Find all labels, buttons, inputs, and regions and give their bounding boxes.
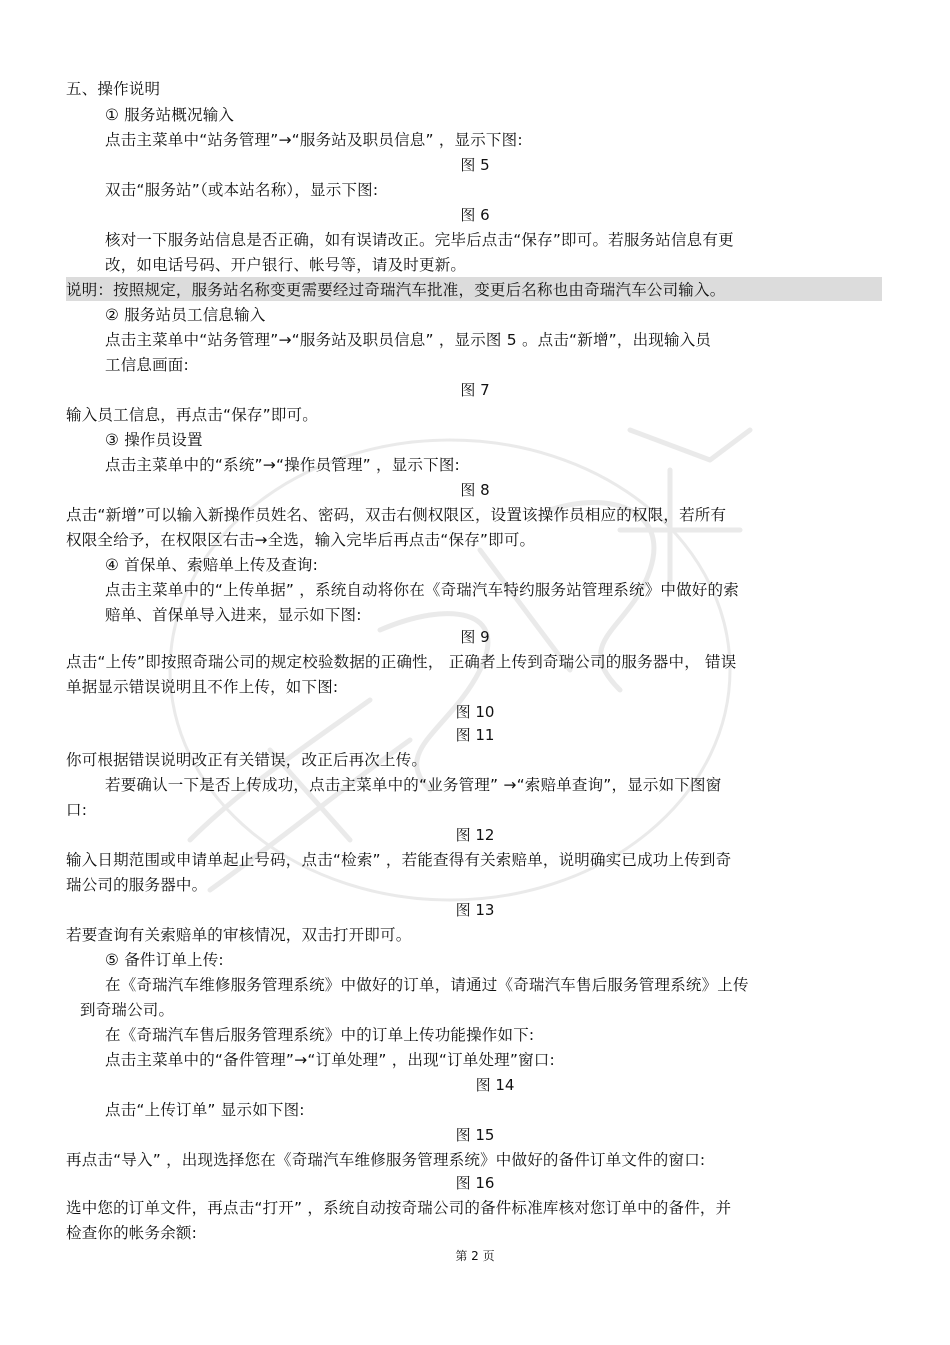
figure-caption: 图 5	[460, 156, 490, 174]
text-line: 输入日期范围或申请单起止号码，点击“检索” ，若能查得有关索赔单，说明确实已成功上传到奇	[66, 851, 732, 869]
figure-caption: 图 8	[460, 481, 490, 499]
text-line: 点击主菜单中“站务管理”→“服务站及职员信息” ，显示下图:	[105, 131, 523, 149]
text-line: 单据显示错误说明且不作上传，如下图:	[66, 678, 339, 696]
figure-caption: 图 15	[455, 1126, 495, 1144]
text-line: 点击主菜单中“站务管理”→“服务站及职员信息” ，显示图 5 。点击“新增”，出现输入员	[105, 331, 712, 349]
note-text: 说明：按照规定，服务站名称变更需要经过奇瑞汽车批准，变更后名称也由奇瑞汽车公司输入。	[66, 281, 726, 299]
subsection-heading-1: ① 服务站概况输入	[105, 106, 235, 124]
text-line: 工信息画面:	[105, 356, 189, 374]
text-line: 赔单、首保单导入进来，显示如下图:	[105, 606, 362, 624]
figure-caption: 图 12	[455, 826, 495, 844]
figure-caption: 图 13	[455, 901, 495, 919]
text-line: 检查你的帐务余额:	[66, 1224, 198, 1242]
text-line: 在《奇瑞汽车维修服务管理系统》中做好的订单，请通过《奇瑞汽车售后服务管理系统》上传	[105, 976, 749, 994]
text-line: 瑞公司的服务器中。	[66, 876, 208, 894]
text-line: 若要确认一下是否上传成功，点击主菜单中的“业务管理” →“索赔单查询”，显示如下图窗	[105, 776, 722, 794]
figure-caption: 图 16	[455, 1174, 495, 1192]
text-line: 口:	[66, 801, 88, 819]
figure-caption: 图 10	[455, 703, 495, 721]
text-line: 点击主菜单中的“系统”→“操作员管理” ，显示下图:	[105, 456, 460, 474]
text-line: 权限全给予，在权限区右击→全选，输入完毕后再点击“保存”即可。	[66, 531, 536, 549]
text-line: 点击主菜单中的“上传单据” ，系统自动将你在《奇瑞汽车特约服务站管理系统》中做好的索	[105, 581, 739, 599]
text-line: 改，如电话号码、开户银行、帐号等，请及时更新。	[105, 256, 467, 274]
text-line: 你可根据错误说明改正有关错误，改正后再次上传。	[66, 751, 428, 769]
text-line: 再点击“导入” ，出现选择您在《奇瑞汽车维修服务管理系统》中做好的备件订单文件的窗口:	[66, 1151, 706, 1169]
page-number: 第 2 页	[455, 1249, 495, 1263]
text-line: 选中您的订单文件，再点击“打开” ，系统自动按奇瑞公司的备件标准库核对您订单中的备件，并	[66, 1199, 732, 1217]
figure-caption: 图 6	[460, 206, 490, 224]
text-line: 点击“上传订单” 显示如下图:	[105, 1101, 305, 1119]
text-line: 若要查询有关索赔单的审核情况，双击打开即可。	[66, 926, 412, 944]
text-line: 点击主菜单中的“备件管理”→“订单处理” ，出现“订单处理”窗口:	[105, 1051, 555, 1069]
text-line: 到奇瑞公司。	[80, 1001, 175, 1019]
text-line: 核对一下服务站信息是否正确，如有误请改正。完毕后点击“保存”即可。若服务站信息有更	[105, 231, 734, 249]
text-line: 双击“服务站”（或本站名称），显示下图:	[105, 181, 379, 199]
section-heading: 五、操作说明	[66, 80, 161, 98]
subsection-heading-4: ④ 首保单、索赔单上传及查询:	[105, 556, 319, 574]
watermark-logo	[150, 370, 800, 930]
figure-caption: 图 11	[455, 726, 495, 744]
text-line: 点击“上传”即按照奇瑞公司的规定校验数据的正确性， 正确者上传到奇瑞公司的服务器中， 错误	[66, 653, 737, 671]
figure-caption: 图 9	[460, 628, 490, 646]
subsection-heading-3: ③ 操作员设置	[105, 431, 203, 449]
figure-caption: 图 7	[460, 381, 490, 399]
figure-caption: 图 14	[475, 1076, 515, 1094]
text-line: 在《奇瑞汽车售后服务管理系统》中的订单上传功能操作如下:	[105, 1026, 535, 1044]
subsection-heading-5: ⑤ 备件订单上传:	[105, 951, 224, 969]
subsection-heading-2: ② 服务站员工信息输入	[105, 306, 266, 324]
text-line: 点击“新增”可以输入新操作员姓名、密码，双击右侧权限区，设置该操作员相应的权限，若所有	[66, 506, 727, 524]
text-line: 输入员工信息，再点击“保存”即可。	[66, 406, 318, 424]
